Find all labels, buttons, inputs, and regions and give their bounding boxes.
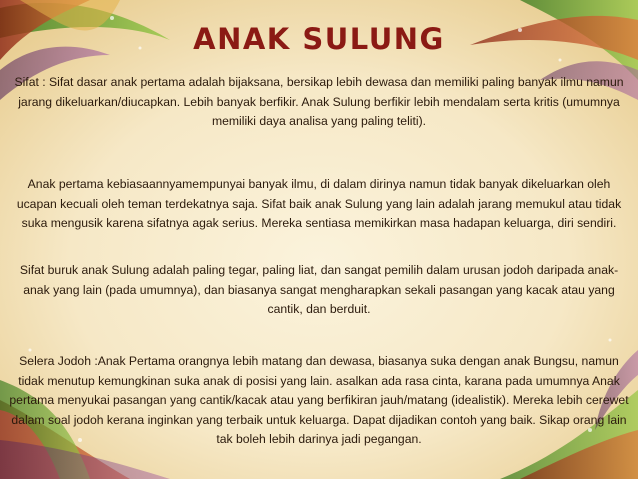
paragraph-sifat-buruk: Sifat buruk anak Sulung adalah paling tegar, paling liat, dan sangat pemilih dalam urusan jodoh daripada anak-anak yang lain (pada umumnya), dan biasanya sangat mengharapkan sekali pasangan yang kacak atau yang cantik, dan berduit. xyxy=(19,263,619,316)
paragraph-sifat: Sifat : Sifat dasar anak pertama adalah bijaksana, bersikap lebih dewasa dan memiliki paling banyak ilmu namun jarang dikeluarkan/diucapkan. Lebih banyak berfikir. Anak Sulung berfikir lebih mendalam serta kritis (umumnya memiliki daya analisa yang paling teliti). xyxy=(14,75,624,128)
slide-title: ANAK SULUNG xyxy=(193,22,445,56)
paragraph-selera-jodoh: Selera Jodoh :Anak Pertama orangnya lebih matang dan dewasa, biasanya suka dengan anak Bungsu, namun tidak menutup kemungkinan suka anak di posisi yang lain. asalkan ada rasa cinta, karana pada umumnya Anak pertama menyukai pasangan yang cantik/kacak atau yang berfikiran jauh/matang (idealistik). Mereka lebih cerewet dalam soal jodoh kerana inginkan yang terbaik untuk keluarga. Dapat dijadikan contoh yang baik. Sikap orang lain tak boleh lebih darinya jadi pegangan. xyxy=(9,354,629,446)
paragraph-kebiasaan: Anak pertama kebiasaannyamempunyai banyak ilmu, di dalam dirinya namun tidak banyak dikeluarkan oleh ucapan kecuali oleh teman terdekatnya saja. Sifat baik anak Sulung yang lain adalah jarang memukul atau tidak suka mengusik karena sifatnya agak serius. Mereka sentiasa memikirkan masa hadapan keluarga, diri sendiri. xyxy=(16,177,622,230)
